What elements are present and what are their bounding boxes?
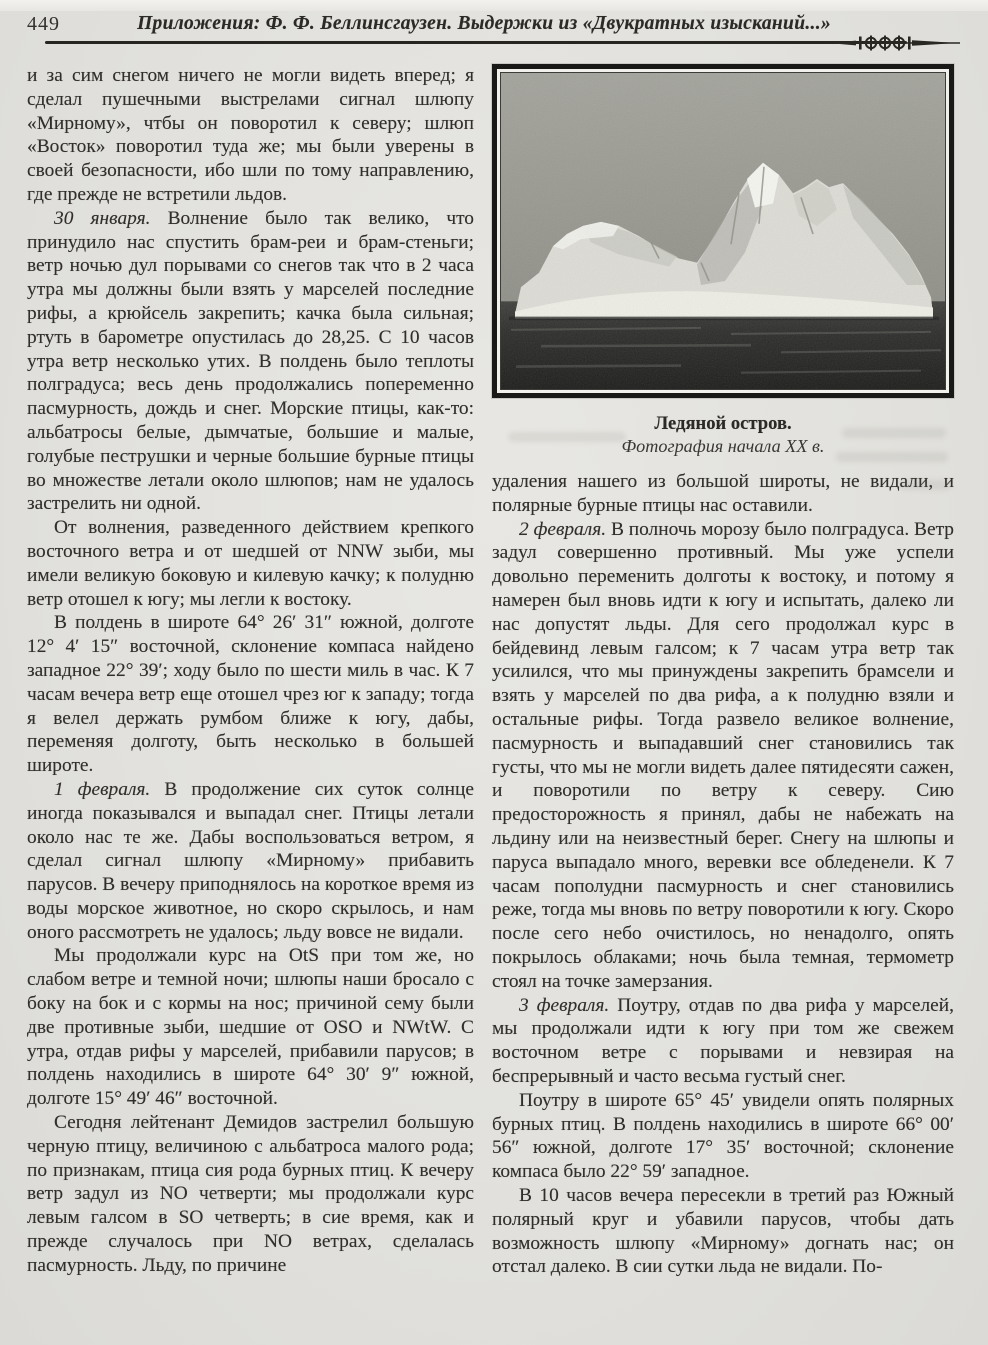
paragraph-text: В полночь морозу было полградуса. Ветр задул совершенно противный. Мы уже успели довольно переменить долготы к востоку, и потому я намерен был вновь идти к югу и испытать, далеко ли нас допустят льды. Для сего продолжал курс в бейдевинд левым галсом; к 7 часам утра ветр так усилился, что мы принуждены закрепить брамсели и взять у марселей по два рифа, а к полудню взяли и остальные рифы. Тогда развело великое волнение, пасмурность и выпадавший снег становились так густы, что мы не могли видеть далее пятидесяти сажен, и поворотили по ветру к северу. Сию предосторожность я принял, дабы не набежать на льдину или на неизвестный берег. Снегу на шлюпы и паруса выпадало много, веревки все обледенели. К 7 часам пополудни пасмурность и снег становились реже, тогда мы вновь по ветру поворотили к югу. Скоро после сего небо очистилось, но ненадолго, опять покрылось облаками; ночь была темная, термометр стоял на точке замерзания. <box>492 518 955 992</box>
paragraph-text: Поутру в широте 65° 45′ увидели опять полярных бурных птиц. В полдень находились в широте 66° 00′ 56″ южной, долготе 17° 35′ восточной; склонение компаса было 22° 59′ западное. <box>492 1089 954 1183</box>
scan-top-edge <box>0 0 988 11</box>
iceberg-photo <box>501 73 945 389</box>
paragraph <box>492 470 954 518</box>
paragraph <box>27 64 474 207</box>
header-rule <box>45 41 907 44</box>
show-through-smudge <box>899 480 951 490</box>
paragraph-text: Волнение было так велико, что принудило нас спустить брам-реи и брам-стеньги; ветр ночью дул порывами со снегов так что в 2 часа утра мы должны были взять у марселей последние рифы, а крюйсель закрепить; качка была сильная; ртуть в барометре опустилась до 28,25. С 10 часов утра ветр несколько утих. В полдень было теплоты полградуса; весь день продолжались попеременно пасмурность, дождь и снег. Морские птицы, как-то: альбатросы белые, дымчатые, большие и малые, голубые пеструшки и черные большие бурные птицы во множестве летали около шлюпов; нам не удалось застрелить ни одной. <box>27 207 474 515</box>
paragraph <box>492 994 954 1089</box>
date-lead: 1 февраля. <box>54 778 165 800</box>
paragraph <box>27 778 474 945</box>
paragraph <box>27 611 474 778</box>
paragraph-text: Сегодня лейтенант Демидов застрелил большую черную птицу, величиною с альбатроса малого рода; по признакам, птица сия рода бурных птиц. К вечеру ветр задул из NO четверти; мы продолжали курс левым галсом в SO четверть; в сие время, как и прежде случалось при NO ветрах, сделалась пасмурность. Льду, по причине <box>27 1112 474 1276</box>
paragraph-text: От волнения, разведенного действием крепкого восточного ветра и от шедшей от NNW зыби, мы имели великую боковую и килевую качку; к полудню ветр отошел к югу; мы легли к востоку. <box>27 517 474 610</box>
show-through-smudge <box>842 428 946 438</box>
paragraph-text: удаления нашего из большой широты, не видали, и полярные бурные птицы нас оставили. <box>492 471 954 516</box>
running-header-title: Приложения: Ф. Ф. Беллинсгаузен. Выдержки из «Двукратных изысканий...» <box>137 13 831 34</box>
paragraph-text: В 10 часов вечера пересекли в третий раз Южный полярный круг и убавили парусов, чтобы дать возможность шлюпу «Мирному» догнать нас; он отстал далеко. В сии сутки льда не видали. По- <box>492 1184 954 1278</box>
paragraph-text: Мы продолжали курс на OtS при том же, но слабом ветре и темной ночи; шлюпы наши бросало с боку на бок и с кормы на нос; причиной сему были две противные зыби, шедшие от OSO и NWtW. С утра, отдав рифы у марселей, прибавили парусов; в полдень находились в широте 64° 30′ 9″ южной, долготе 15° 49′ 46″ восточной. <box>27 945 474 1110</box>
show-through-smudge <box>508 432 626 442</box>
paragraph-text: Поутру, отдав по два рифа у марселей, мы продолжали идти к югу при том же свежем восточном ветре с порывами и невзирая на беспрерывный и часто весьма густый снег. <box>492 994 954 1087</box>
paragraph-text: В полдень в широте 64° 26′ 31″ южной, долготе 12° 4′ 15″ восточной, склонение компаса найдено западное 22° 39′; ходу было по шести миль в час. К 7 часам вечера ветр еще отошел чрез юг к западу; тогда я велел держать румбом ближе к югу, дабы, переменяя долготу, быть несколько в большей широте. <box>27 612 474 777</box>
header-ornament-icon <box>826 34 960 52</box>
date-lead: 3 февраля. <box>519 994 618 1016</box>
page-number: 449 <box>27 13 60 35</box>
show-through-smudge <box>836 452 948 462</box>
right-column <box>492 64 954 1279</box>
photo-frame <box>492 64 954 398</box>
date-lead: 30 января. <box>54 207 168 229</box>
paragraph <box>492 1089 954 1184</box>
paragraph <box>27 516 474 611</box>
iceberg-figure <box>492 64 954 457</box>
paragraph <box>492 518 954 994</box>
photo-inner-frame <box>500 72 946 390</box>
paragraph <box>492 1184 954 1279</box>
figure-caption-subtitle: Фотография начала XX в. <box>621 436 825 456</box>
date-lead: 2 февраля. <box>519 518 611 540</box>
paragraph <box>27 1111 474 1278</box>
paragraph-text: В продолжение сих суток солнце иногда показывался и выпадал снег. Птицы летали около нас те же. Дабы воспользоваться ветром, я сделал сигнал шлюпу «Мирному» прибавить парусов. В вечеру приподнялось на короткое время из воды морское животное, но скоро скрылось, и нам оного рассмотреть не удалось; льду вовсе не видали. <box>27 778 475 943</box>
left-column <box>27 64 474 1278</box>
paragraph <box>27 944 474 1111</box>
paragraph <box>27 207 474 516</box>
paragraph-text: и за сим снегом ничего не могли видеть вперед; я сделал пушечными выстрелами сигнал шлюпу «Мирному», чтбы он поворотил к северу; шлюп «Восток» поворотил туда же; мы были уверены в своей безопасности, ибо шли по тому направлению, где прежде не встретили льдов. <box>27 65 474 205</box>
figure-caption-title: Ледяной остров. <box>654 413 792 434</box>
